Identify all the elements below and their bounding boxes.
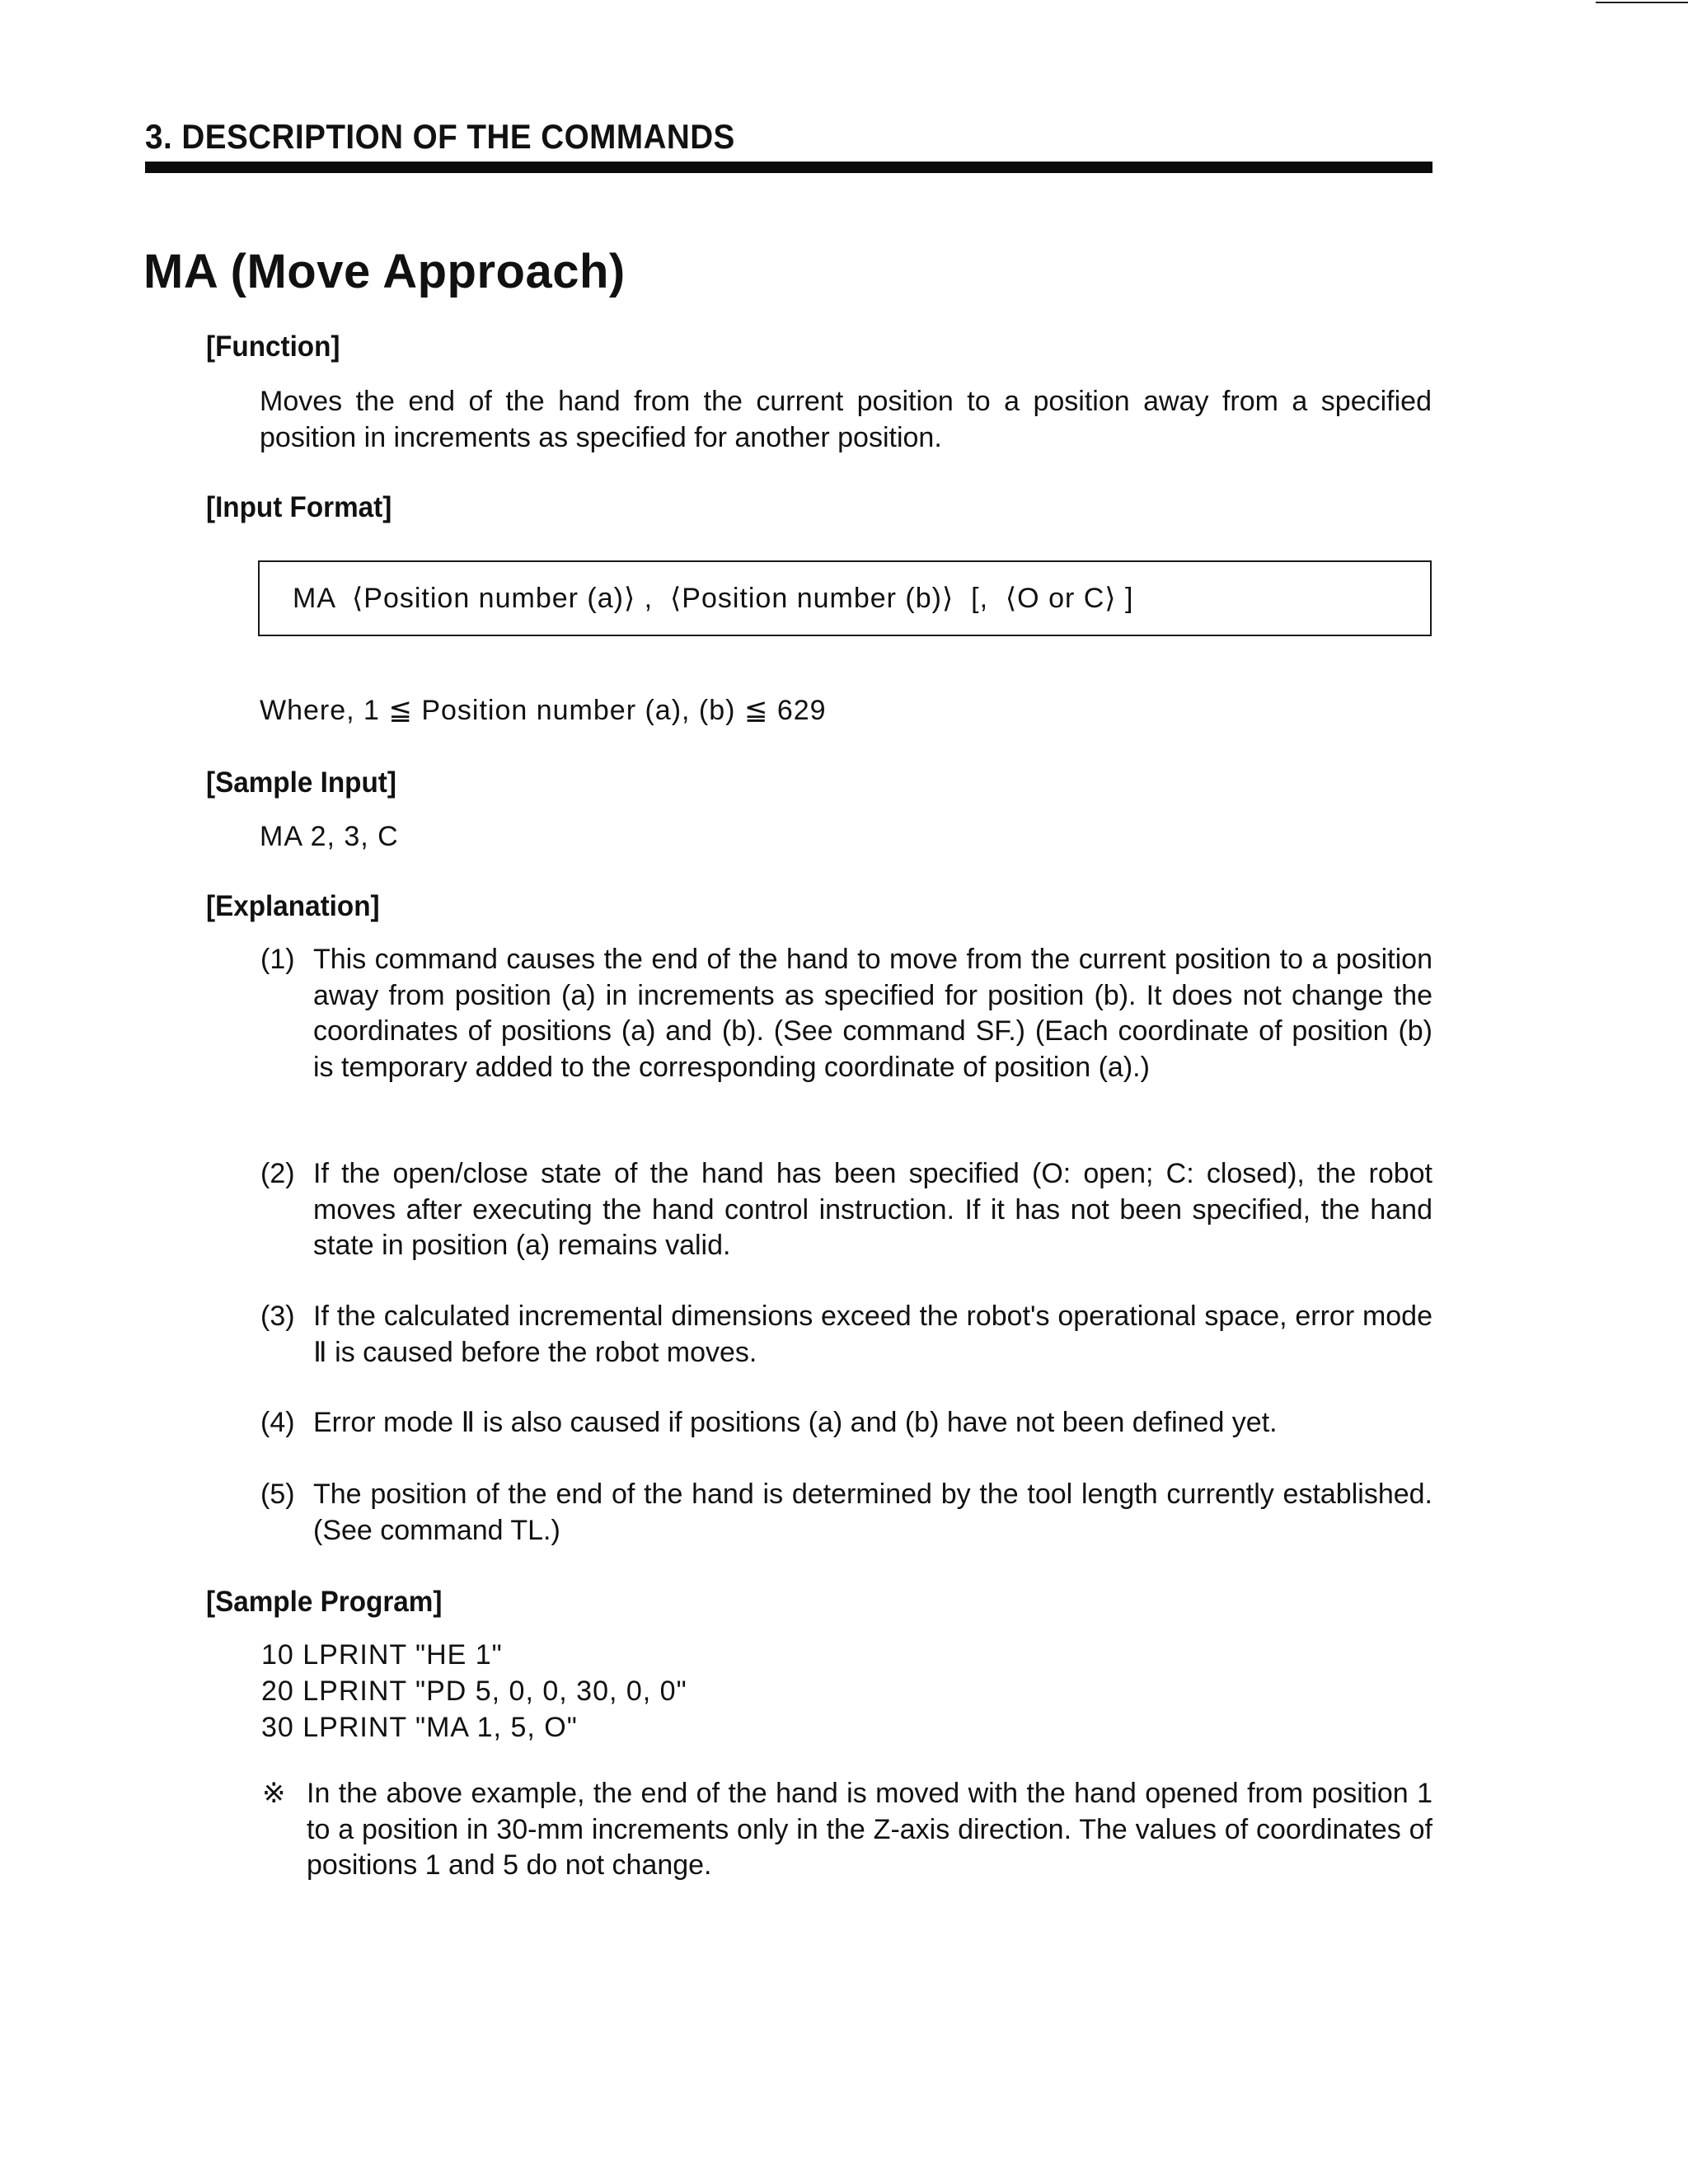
explanation-item: [260, 942, 1432, 1085]
explanation-label-text: Explanation: [215, 890, 371, 922]
section-label-sample-program: [Sample Program]: [206, 1586, 443, 1618]
function-text: Moves the end of the hand from the current position to a position away from a specified position in increments as specified for another position.: [260, 386, 1432, 453]
explanation-item-text: The position of the end of the hand is determined by the tool length currently established. (See command TL.): [313, 1479, 1432, 1546]
explanation-item-number: (1): [260, 944, 295, 975]
command-title: MA (Move Approach): [143, 245, 626, 298]
sample-input-text: MA 2, 3, C: [260, 821, 399, 852]
chapter-heading: 3. DESCRIPTION OF THE COMMANDS: [145, 117, 735, 156]
input-format-syntax: MA ⟨Position number (a)⟩ , ⟨Position number (b)⟩ [, ⟨O or C⟩ ]: [293, 583, 1134, 614]
code-line: 30 LPRINT "MA 1, 5, O": [261, 1712, 578, 1743]
section-label-function: [Function]: [206, 330, 340, 363]
section-label-explanation: [Explanation]: [206, 890, 380, 922]
function-label-text: Function: [215, 330, 331, 363]
explanation-item: [260, 1299, 1432, 1371]
explanation-item-number: (3): [260, 1301, 295, 1332]
explanation-item-number: (4): [260, 1407, 295, 1438]
input-format-box: [258, 560, 1432, 636]
section-label-input-format: [Input Format]: [206, 491, 392, 523]
explanation-item-number: (2): [260, 1158, 295, 1189]
position-range-text: Where, 1 ≦ Position number (a), (b) ≦ 629: [260, 695, 827, 726]
sample-program-label-text: Sample Program: [215, 1586, 434, 1618]
explanation-item-text: This command causes the end of the hand to move from the current position to a position away from position (a) in increments as specified for position (b). It does not change the coordinates of positions (a) and (b). (See command SF.) (Each coordinate of position (b) is temporary added to the corresponding coordinate of position (a).): [313, 944, 1432, 1083]
input-format-label-text: Input Format: [215, 491, 383, 523]
explanation-item-text: Error mode Ⅱ is also caused if positions (a) and (b) have not been defined yet.: [313, 1407, 1278, 1438]
explanation-item: [260, 1405, 1432, 1441]
explanation-item: [260, 1156, 1432, 1264]
note-reference-mark: ※: [262, 1778, 286, 1809]
explanation-item-text: If the open/close state of the hand has been specified (O: open; C: closed), the robot moves after executing the hand control instruction. If it has not been specified, the hand state in position (a) remains valid.: [313, 1158, 1432, 1261]
code-line: 20 LPRINT "PD 5, 0, 0, 30, 0, 0": [261, 1675, 687, 1707]
chapter-rule: [145, 162, 1432, 173]
section-label-sample-input: [Sample Input]: [206, 766, 396, 799]
note-text: In the above example, the end of the hand is moved with the hand opened from position 1 to a position in 30-mm increments only in the Z-axis direction. The values of coordinates of positions 1 and 5 do not change.: [307, 1778, 1432, 1881]
sample-program-code: [261, 1637, 687, 1746]
sample-input-label-text: Sample Input: [215, 766, 387, 799]
code-line: 10 LPRINT "HE 1": [261, 1639, 503, 1671]
explanation-item: [260, 1477, 1432, 1549]
explanation-item-number: (5): [260, 1479, 295, 1510]
example-note: [262, 1776, 1432, 1884]
explanation-item-text: If the calculated incremental dimensions exceed the robot's operational space, error mode Ⅱ is caused before the robot moves.: [313, 1301, 1432, 1368]
